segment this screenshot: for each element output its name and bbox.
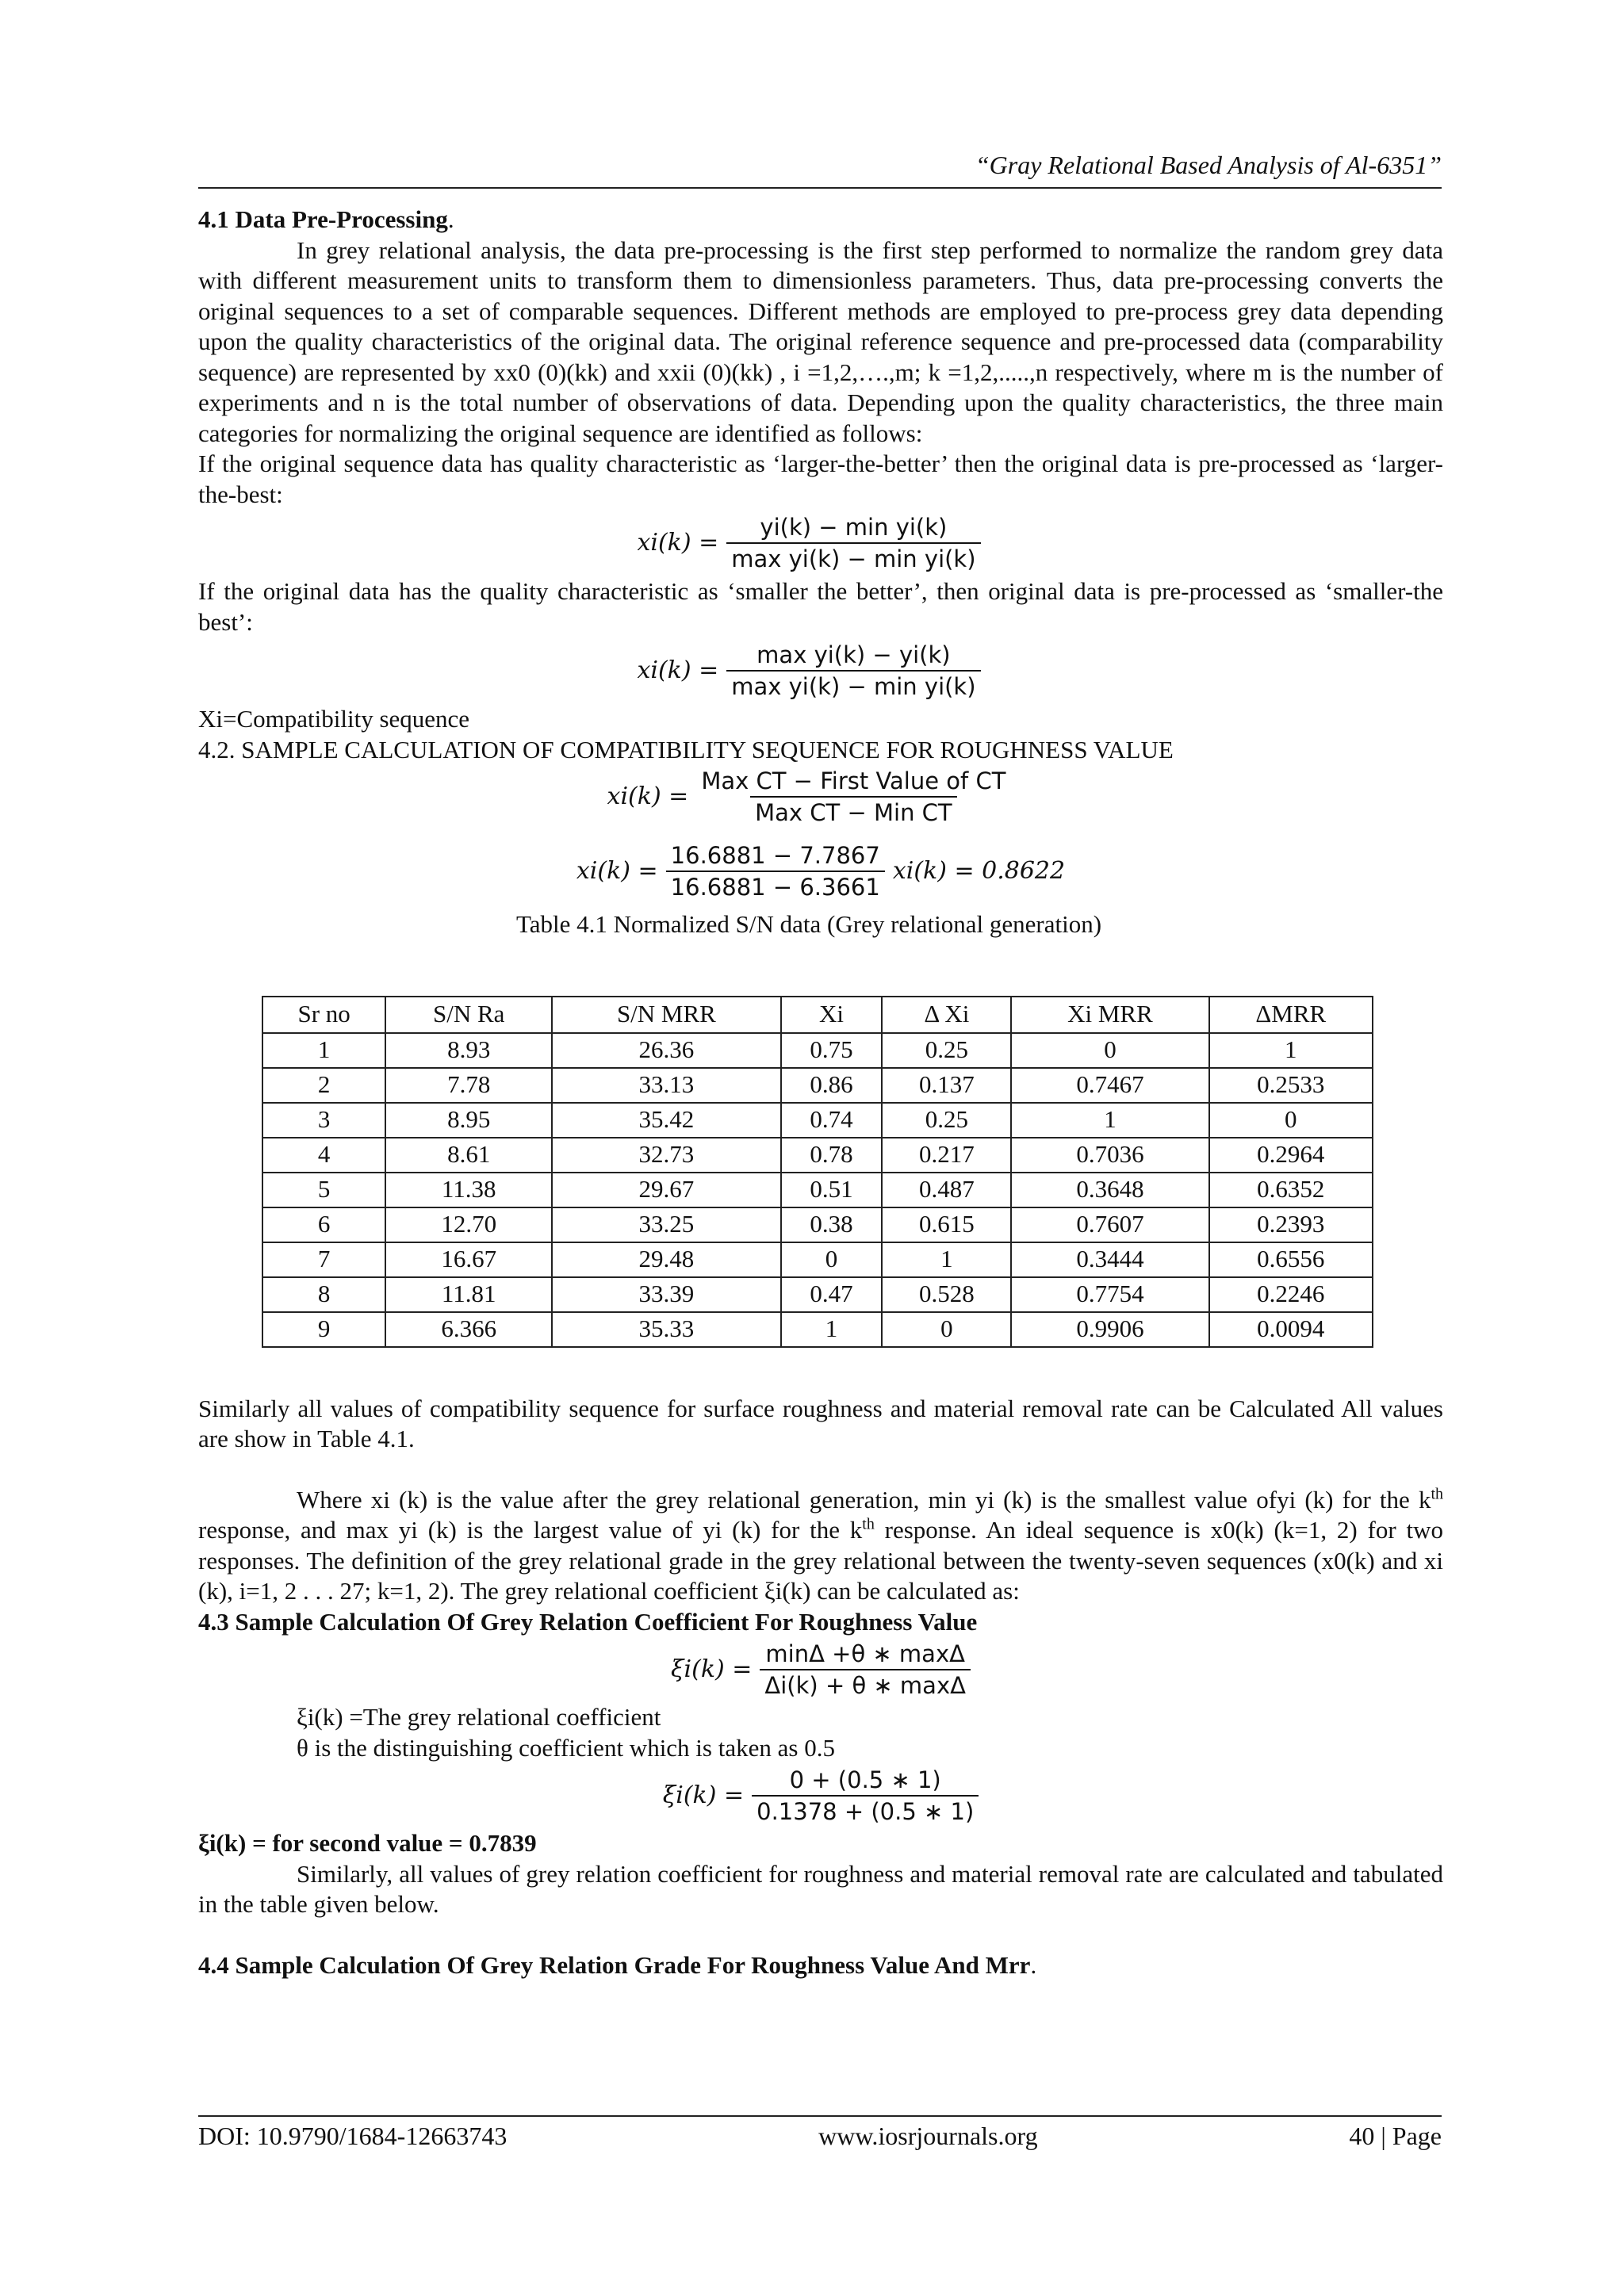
equation-grey-coefficient-example (198, 1763, 1443, 1828)
footer-website: www.iosrjournals.org (818, 2122, 1038, 2150)
equation-denominator: 16.6881 − 6.3661 (666, 871, 885, 902)
table-cell: 1 (1011, 1103, 1208, 1138)
equation-grey-coefficient (198, 1637, 1443, 1702)
section-4-3-paragraph: Similarly, all values of grey relation coefficient for roughness and material removal rate are calculated and tabulated in the table given below. (198, 1859, 1443, 1918)
section-4-2-heading: 4.2. SAMPLE CALCULATION OF COMPATIBILITY SEQUENCE FOR ROUGHNESS VALUE (198, 735, 1174, 763)
table-cell: 8.61 (385, 1138, 552, 1173)
equation-larger-better (174, 510, 1443, 576)
equation-denominator: Δi(k) + θ ∗ maxΔ (760, 1669, 971, 1701)
table-row (262, 1207, 1373, 1242)
table-cell: 0.6352 (1209, 1173, 1373, 1207)
header-rule (198, 187, 1442, 189)
table-cell: 33.39 (552, 1277, 780, 1312)
coefficient-result: ξi(k) = for second value = 0.7839 (198, 1829, 537, 1857)
equation-numerator: minΔ +θ ∗ maxΔ (765, 1640, 965, 1667)
equation-lhs: xi(k) = (576, 856, 658, 885)
running-header: “Gray Relational Based Analysis of Al-6351” (975, 151, 1442, 179)
table-cell: 0 (1209, 1103, 1373, 1138)
table-row (262, 1068, 1373, 1103)
table-cell: 0.3648 (1011, 1173, 1208, 1207)
normalized-sn-table (262, 996, 1373, 1348)
section-4-3-heading: 4.3 Sample Calculation Of Grey Relation Coefficient For Roughness Value (198, 1607, 978, 1636)
table-cell: 0.615 (882, 1207, 1011, 1242)
table-header-cell: Sr no (262, 997, 385, 1033)
equation-lhs: xi(k) = (637, 656, 719, 684)
table-cell: 29.48 (552, 1242, 780, 1277)
table-cell: 35.33 (552, 1312, 780, 1347)
after-table-paragraph: Similarly all values of compatibility sequence for surface roughness and material removal rate can be Calculated All values are show in Table 4.1. (198, 1394, 1443, 1452)
table-cell: 5 (262, 1173, 385, 1207)
table-caption: Table 4.1 Normalized S/N data (Grey relational generation) (515, 910, 1102, 938)
table-header-cell: S/N MRR (552, 997, 780, 1033)
footer-doi: DOI: 10.9790/1684-12663743 (198, 2122, 508, 2150)
table-cell: 0.137 (882, 1068, 1011, 1103)
table-cell: 6.366 (385, 1312, 552, 1347)
equation-denominator: max yi(k) − min yi(k) (726, 542, 980, 574)
equation-numerator: Max CT − First Value of CT (701, 767, 1006, 794)
equation-smaller-better (174, 637, 1443, 704)
table-cell: 0.47 (781, 1277, 883, 1312)
equation-compatibility-example (198, 833, 1443, 909)
table-cell: 0.2246 (1209, 1277, 1373, 1312)
compatibility-definition: Xi=Compatibility sequence (198, 705, 470, 733)
table-cell: 0.9906 (1011, 1312, 1208, 1347)
table-cell: 0.3444 (1011, 1242, 1208, 1277)
table-cell: 0.78 (781, 1138, 883, 1173)
table-row (262, 1277, 1373, 1312)
equation-compatibility (174, 765, 1443, 828)
equation-lhs: xi(k) = (637, 528, 719, 557)
table-cell: 0.217 (882, 1138, 1011, 1173)
table-cell: 0.487 (882, 1173, 1011, 1207)
table-cell: 9 (262, 1312, 385, 1347)
equation-numerator: 16.6881 − 7.7867 (670, 842, 880, 869)
page-body: 4.1 Data Pre-Processing. In grey relational analysis, the data pre-processing is the first step performed to normalize the random grey data with different measurement units to transform them to dimensionless parameters. Thus, data pre-processing converts the original sequences to a set of comparable sequences. Different methods are employed to pre-process grey data depending upon the quality characteristics of the original data. The original reference sequence and pre-processed data (comparability sequence) are represented by xx0 (0)(kk) and xxii (0)(kk) , i =1,2,….,m; k =1,2,.....,n respectively, where m is the number of experiments and n is the total number of observations of data. Depending upon the quality characteristics, the three main categories for normalizing the original sequence are identified as follows: If the original sequence data has quality characteristic as ‘larger-the-better’ then the original data is pre-processed as ‘larger-the-best: xi(k) = $\frac{\text{yi(k) − min yi(k)}}{\text{max yi(k) − min yi(k)}}$ If the original data has the quality characteristic as ‘smaller the better’, then original data is pre-processed as ‘smaller-the best’: xi(k) = $\frac{\text{max yi(k) − yi(k)}}{\text{max yi(k) − min yi(k)}}$ Xi=Compatibility sequence 4.2. SAMPLE CALCULATION OF COMPATIBILITY SEQUENCE FOR ROUGHNESS VALUE xi(k) = $\frac{\text{Max CT − First Value of CT}}{\text{Max CT − Min CT}}$ xi(k) = $\frac{16.6881 - 7.7867}{16.6881 - 6.3661}$ xi(k) = 0.8622 Table 4.1 Normalized S/N data (Grey relational generation) Sr no S/N Ra S/N MRR Xi Δ Xi Xi MRR ΔMRR 1 8.93 26.36 0.75 0.25 0 1 2 7.78 33.13 0.86 0.137 0.7467 0.2533 3 8.95 35.42 0.74 0.25 1 0 4 8.61 32.73 0.78 0.217 0.7036 0.2964 5 11.38 29.67 0.51 0.487 0.3648 0.6352 6 12.70 33.25 0.38 0.615 0.7607 0.2393 7 16.67 29.48 0 1 0.3444 0.6556 8 11.81 33.39 0.47 0.528 0.7754 0.2246 9 6.366 35.33 1 0 0.9906 0.0094 Similarly all values of compatibility sequence for surface roughness and material removal rate can be Calculated All values are show in Table 4.1. Where xi (k) is the value after the grey relational generation, min yi (k) is the smallest value ofyi (k) for the $k^{th}$ response, and max yi (k) is the largest value of yi (k) for the $k^{th}$ response. An ideal sequence is x0(k) (k=1, 2) for two responses. The definition of the grey relational grade in the grey relational between the twenty-seven sequences (x0(k) and xi (k), i=1, 2 . . . 27; k=1, 2). The grey relational coefficient ξi(k) can be calculated as: 4.3 Sample Calculation Of Grey Relation Coefficient For Roughness Value ξi(k) = $\frac{\min\Delta +\theta ∗ \max\Delta}{\Delta i(k) + \theta ∗ \max\Delta}$ ξi(k) =The grey relational coefficient θ is the distinguishing coefficient which is taken as 0.5 ξi(k) = $\frac{0 + (0.5 ∗ 1)}{0.1378 + (0.5 ∗ 1)}$ ξi(k) = for second value = 0.7839 Similarly, all values of grey relation coefficient for roughness and material removal rate are calculated and tabulated in the table given below. 4.4 Sample Calculation Of Grey Relation Grade For Roughness Value And Mrr. (198, 205, 1443, 1980)
table-row (262, 1312, 1373, 1347)
table-cell: 0.2393 (1209, 1207, 1373, 1242)
section-4-1-heading: 4.1 Data Pre-Processing (198, 205, 448, 233)
table-cell: 2 (262, 1068, 385, 1103)
table-cell: 7 (262, 1242, 385, 1277)
table-cell: 11.81 (385, 1277, 552, 1312)
equation-denominator: 0.1378 + (0.5 ∗ 1) (752, 1795, 979, 1827)
equation-lhs: ξi(k) = (671, 1655, 753, 1683)
grey-relational-paragraph: Where xi (k) is the value after the grey relational generation, min yi (k) is the smallest value ofyi (k) for the $k^{th}$ response, and max yi (k) is the largest value of yi (k) for the $k^{th}$ response. An ideal sequence is x0(k) (k=1, 2) for two responses. The definition of the grey relational grade in the grey relational between the twenty-seven sequences (x0(k) and xi (k), i=1, 2 . . . 27; k=1, 2). The grey relational coefficient ξi(k) can be calculated as: (198, 1485, 1443, 1605)
equation-result: xi(k) = 0.8622 (892, 856, 1066, 885)
table-cell: 0.75 (781, 1033, 883, 1068)
table-cell: 33.13 (552, 1068, 780, 1103)
table-cell: 1 (262, 1033, 385, 1068)
table-cell: 0.86 (781, 1068, 883, 1103)
table-row (262, 1103, 1373, 1138)
table-cell: 0.74 (781, 1103, 883, 1138)
table-cell: 6 (262, 1207, 385, 1242)
table-cell: 29.67 (552, 1173, 780, 1207)
table-cell: 8.93 (385, 1033, 552, 1068)
table-cell: 0.528 (882, 1277, 1011, 1312)
table-cell: 1 (1209, 1033, 1373, 1068)
equation-denominator: Max CT − Min CT (750, 796, 957, 828)
table-cell: 0.0094 (1209, 1312, 1373, 1347)
equation-denominator: max yi(k) − min yi(k) (726, 670, 980, 702)
table-header-cell: Δ Xi (882, 997, 1011, 1033)
equation-numerator: 0 + (0.5 ∗ 1) (789, 1766, 941, 1793)
table-cell: 8 (262, 1277, 385, 1312)
equation-lhs: xi(k) = (607, 782, 689, 810)
table-cell: 35.42 (552, 1103, 780, 1138)
section-4-4-heading: 4.4 Sample Calculation Of Grey Relation Grade For Roughness Value And Mrr (198, 1950, 1031, 1979)
table-cell: 0.7607 (1011, 1207, 1208, 1242)
table-header-cell: Xi (781, 997, 883, 1033)
table-cell: 0.6556 (1209, 1242, 1373, 1277)
table-row (262, 1242, 1373, 1277)
table-cell: 7.78 (385, 1068, 552, 1103)
table-cell: 11.38 (385, 1173, 552, 1207)
table-cell: 33.25 (552, 1207, 780, 1242)
table-header-cell: S/N Ra (385, 997, 552, 1033)
table-cell: 0.2533 (1209, 1068, 1373, 1103)
table-cell: 0 (1011, 1033, 1208, 1068)
table-header-cell: Xi MRR (1011, 997, 1208, 1033)
table-header-row (262, 997, 1373, 1033)
equation-numerator: yi(k) − min yi(k) (760, 514, 948, 541)
table-cell: 8.95 (385, 1103, 552, 1138)
table-header-cell: ΔMRR (1209, 997, 1373, 1033)
table-cell: 0.25 (882, 1103, 1011, 1138)
footer-rule (198, 2115, 1442, 2117)
table-cell: 3 (262, 1103, 385, 1138)
equation-numerator: max yi(k) − yi(k) (756, 641, 951, 668)
table-row (262, 1138, 1373, 1173)
table-cell: 32.73 (552, 1138, 780, 1173)
table-cell: 1 (882, 1242, 1011, 1277)
table-cell: 1 (781, 1312, 883, 1347)
table-row (262, 1033, 1373, 1068)
table-cell: 0.2964 (1209, 1138, 1373, 1173)
section-4-1-paragraph: In grey relational analysis, the data pre-processing is the first step performed to normalize the random grey data with different measurement units to transform them to dimensionless parameters. Thus, data pre-processing converts the original sequences to a set of comparable sequences. Different methods are employed to pre-process grey data depending upon the quality characteristics of the original data. The original reference sequence and pre-processed data (comparability sequence) are represented by xx0 (0)(kk) and xxii (0)(kk) , i =1,2,….,m; k =1,2,.....,n respectively, where m is the number of experiments and n is the total number of observations of data. Depending upon the quality characteristics, the three main categories for normalizing the original sequence are identified as follows: (198, 235, 1443, 447)
table-row (262, 1173, 1373, 1207)
theta-definition: θ is the distinguishing coefficient which is taken as 0.5 (297, 1733, 835, 1762)
table-cell: 0 (882, 1312, 1011, 1347)
footer-page-number: 40 | Page (1349, 2122, 1442, 2150)
table-cell: 0.25 (882, 1033, 1011, 1068)
table-cell: 12.70 (385, 1207, 552, 1242)
table-cell: 4 (262, 1138, 385, 1173)
equation-lhs: ξi(k) = (662, 1781, 745, 1809)
table-cell: 26.36 (552, 1033, 780, 1068)
table-cell: 0 (781, 1242, 883, 1277)
larger-better-paragraph: If the original sequence data has quality characteristic as ‘larger-the-better’ then the original data is pre-processed as ‘larger-the-best: (198, 450, 1443, 508)
table-cell: 0.7754 (1011, 1277, 1208, 1312)
table-cell: 0.38 (781, 1207, 883, 1242)
smaller-better-paragraph: If the original data has the quality characteristic as ‘smaller the better’, then original data is pre-processed as ‘smaller-the best’: (198, 577, 1443, 636)
table-cell: 0.7036 (1011, 1138, 1208, 1173)
page-footer (198, 2122, 1442, 2151)
table-cell: 16.67 (385, 1242, 552, 1277)
table-cell: 0.51 (781, 1173, 883, 1207)
table-cell: 0.7467 (1011, 1068, 1208, 1103)
coefficient-definition: ξi(k) =The grey relational coefficient (297, 1703, 661, 1731)
